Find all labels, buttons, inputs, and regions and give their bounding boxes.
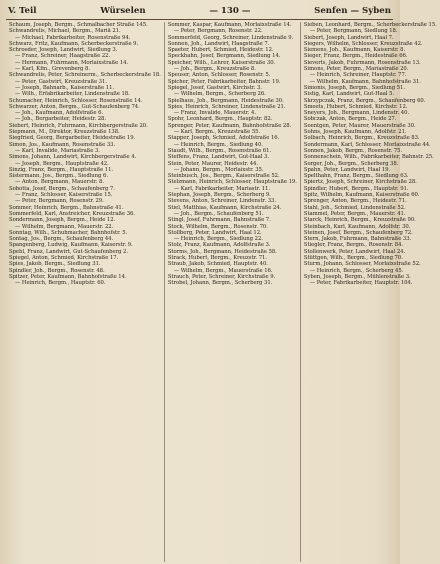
directory-entry: Sieverts, Jakob, Fuhrmann, Rosenstraße 13.	[303, 59, 421, 66]
directory-entry: Spindler, Joh., Bergm., Rosenstr. 48.	[9, 267, 105, 274]
directory-entry: — Wilhelm, Bergmann, Mauerstr. 22.	[15, 223, 114, 230]
directory-entry: Simon, Jos., Kaufmann, Rosenstraße 33.	[9, 141, 116, 148]
name-range: Senfen — Syben	[314, 6, 391, 16]
directory-entry: — Joh., Kaufmann, Adolfstraße 6.	[15, 110, 104, 117]
directory-entry: — Peter, Fabrikarbeiter, Hauptstr. 104.	[309, 280, 413, 287]
directory-entry: Spangenberg, Ludwig, Kaufmann, Kaiserstr. 9.	[9, 242, 133, 249]
directory-entry: Stiel, Matthias, Kaufmann, Kirchstraße 24.	[167, 204, 282, 211]
directory-entry: — Franz, Schlosser, Kaiserstraße 15.	[15, 192, 113, 199]
directory-entry: — Wilhelm, Kaufmann, Bahnhofstraße 31.	[309, 78, 421, 85]
directory-entry: Skrzypczak, Franz, Bergm., Schaufenberg 60.	[303, 97, 426, 104]
directory-entry: Stock, Wilhelm, Bergm., Rosenstr. 70.	[167, 223, 268, 230]
directory-entry: Siemens, Joh., Kaufmann, Kaiserstr. 8.	[303, 47, 406, 54]
directory-entry: Stein, Peter, Maurer, Heidestr. 44.	[167, 160, 259, 167]
directory-entry: — Joh., Bergm., Kreuzstraße 8.	[173, 66, 256, 73]
directory-entry: — Hermann, Fuhrmann, Morlaixstraße 14.	[15, 59, 129, 66]
directory-entry: — Heinrich, Bergm., Siedlung 22.	[173, 236, 263, 243]
directory-entry: Sonntag, Wilh., Schuhmacher, Bahnhofstr. 5.	[9, 229, 128, 236]
directory-entry: Siepmann, M., Direktor, Kreuzstraße 138.	[9, 129, 120, 136]
directory-entry: Siegers, Wilhelm, Schlosser, Kreuzstraße 42.	[303, 40, 423, 47]
directory-entry: Straub, Jakob, Schmied, Hauptstr. 40.	[167, 261, 268, 268]
directory-entry: Sinzig, Franz, Bergm., Hauptstraße 11.	[9, 166, 114, 173]
entry-columns	[6, 22, 437, 562]
directory-entry: Sommerfeld, Georg, Schreiner, Lindenstraße 9.	[167, 34, 294, 41]
directory-entry: Spielhaus, Joh., Bergmann, Heidestraße 30.	[167, 97, 284, 104]
directory-entry: Spicher, Peter, Fabrikarbeiter, Bahnstr. 19.	[167, 78, 281, 85]
directory-entry: Sondermann, Karl, Schlosser, Morlaixstraße 44.	[303, 141, 431, 148]
directory-entry: Siebert, Joseph, Landwirt, Haal 7.	[303, 34, 394, 41]
directory-entry: — Franz, Invalide, Mauerstr. 4.	[173, 110, 256, 117]
directory-entry: Sturm, Johann, Schlosser, Morlaixstraße 52.	[303, 261, 421, 268]
directory-entry: — Heinrich, Bergm., Scherberg 45.	[309, 267, 404, 274]
directory-entry: Siegfried, Georg, Bergarbeiter, Heidestraße 19.	[9, 135, 136, 142]
directory-entry: Steffens, Franz, Landwirt, Gut-Haal 3.	[167, 154, 269, 161]
directory-entry: Simons, Johann, Landwirt, Kirchbergerstraße 4.	[9, 154, 137, 161]
directory-entry: Schumacher, Heinrich, Schlosser, Rosenstraße 14.	[9, 97, 143, 104]
directory-entry: Schwarz, Fritz, Kaufmann, Scherbeckerstraße 9.	[9, 40, 139, 47]
directory-entry: Stevens, Anton, Schreiner, Lindenstr. 33.	[167, 198, 276, 205]
directory-entry: Stüttgen, Wilh., Bergm., Siedlung 70.	[303, 254, 403, 261]
directory-entry: — Heinrich, Schreiner, Hauptstr. 77.	[309, 72, 407, 79]
directory-entry: Spohr, Leonhard, Bergm., Hauptstr. 82.	[167, 116, 273, 123]
directory-entry: Stingl, Josef, Fuhrmann, Bahnstraße 7.	[167, 217, 271, 224]
column-2	[164, 22, 300, 562]
directory-entry: — Heinrich, Bergm., Siedlung 40.	[173, 141, 263, 148]
directory-entry: Spiegel, Josef, Gastwirt, Kirchstr. 3.	[167, 84, 262, 91]
directory-entry: Sprenger, Peter, Kaufmann, Bahnhofstraße 28.	[167, 122, 292, 129]
directory-entry: — Peter, Bergmann, Rosenstr. 22.	[173, 28, 263, 35]
directory-entry: Strauch, Peter, Schreiner, Kirchstraße 9.	[167, 273, 276, 280]
directory-entry: Simonis, Joseph, Bergm., Siedlung 51.	[303, 84, 405, 91]
directory-entry: Spitz, Wilhelm, Kaufmann, Kaiserstraße 60.	[303, 192, 420, 199]
town-title: Würselen	[100, 6, 146, 16]
directory-entry: Stolz, Franz, Kaufmann, Adolfstraße 3.	[167, 242, 271, 249]
directory-entry: — Wilh., Erfabrikarbeiter, Lindenstraße 18.	[15, 91, 130, 98]
directory-entry: Speicher, Wilh., Lehrer, Kaiserstraße 30.	[167, 59, 276, 66]
directory-entry: — Wilhelm, Bergm., Scherberg 26.	[173, 91, 266, 98]
directory-entry: — Joseph, Bergm., Hauptstraße 42.	[15, 160, 109, 167]
directory-entry: Sistermann, Jos., Bergm., Siedlung 6.	[9, 173, 108, 180]
directory-entry: Stollberg, Peter, Landwirt, Haal 12.	[167, 229, 262, 236]
directory-entry: Stiegler, Franz, Bergm., Rosenstr. 84.	[303, 242, 404, 249]
directory-entry: Stollenwerk, Peter, Landwirt, Haal 24.	[303, 248, 406, 255]
directory-entry: Sneyers, Joh., Bergmann, Lindenstr. 40.	[303, 110, 410, 117]
directory-entry: — Karl, Kfm., Grevenberg 8.	[15, 66, 90, 73]
directory-entry: Speuser, Anton, Schlosser, Rosenstr. 5.	[167, 72, 271, 79]
directory-entry: Storms, Joh., Bergmann, Heidestraße 58.	[167, 248, 277, 255]
directory-entry: — Karl, Bergm., Kreuzstraße 55.	[173, 129, 261, 136]
directory-entry: Solbach, Heinrich, Bergm., Kreuzstraße 83.	[303, 135, 420, 142]
directory-entry: Spies, Jakob, Bergm., Siedlung 31.	[9, 261, 101, 268]
directory-entry: Sonnen, Joh., Landwirt, Haagstraße 7.	[167, 40, 270, 47]
directory-entry: — Joh., Bergarbeiter, Heidestr. 28.	[15, 116, 107, 123]
directory-entry: Sohns, Joseph, Kaufmann, Adolfstr. 21.	[303, 129, 407, 136]
directory-entry: Sommer, Heinrich, Bergm., Bahnstraße 41.	[9, 204, 124, 211]
directory-entry: Stapper, Joseph, Schmied, Adolfstraße 16.	[167, 135, 280, 142]
directory-entry: — Michael, Fabrikarbeiter, Rosenstraße 94.	[15, 34, 131, 41]
directory-entry: — Anton, Bergmann, Mauerstr. 8.	[15, 179, 104, 186]
directory-entry: — Joh., Bergm., Schaufenberg 51.	[173, 210, 264, 217]
directory-entry: — Johann, Bergm., Morlaixstr. 35.	[173, 166, 264, 173]
directory-entry: Sontag, Jos., Bergm., Schaufenberg 44.	[9, 236, 114, 243]
directory-entry: Schaum, Joseph, Bergm., Schmalbacher Straße 145.	[9, 22, 148, 28]
directory-entry: Spehl, Franz, Landwirt, Gut-Schaufenberg 2.	[9, 248, 128, 255]
directory-entry: Spitzer, Peter, Kaufmann, Bahnhofstraße 14.	[9, 273, 127, 280]
directory-entry: Spaeter, Hubert, Schmied, Heidestr. 12.	[167, 47, 274, 54]
directory-entry: Staudt, Wilh., Bergm., Rosenstraße 61.	[167, 147, 272, 154]
directory-entry: Stahl, Joh., Schmied, Lindenstraße 52.	[303, 204, 406, 211]
directory-entry: Speckhahn, Josef, Bergmann, Siedlung 14.	[167, 53, 281, 60]
directory-entry: Stern, Jakob, Fuhrmann, Bahnstraße 33.	[303, 236, 412, 243]
directory-entry: Schroeder, Joseph, Landwirt, Siedlung 3.	[9, 47, 118, 54]
page-header	[6, 6, 393, 20]
directory-entry: Sobczak, Anton, Bergm., Heide 27.	[303, 116, 397, 123]
directory-entry: Spahn, Peter, Landwirt, Haal 19.	[303, 166, 391, 173]
column-1	[6, 22, 164, 562]
directory-entry: — Franz, Schreiner, Haagstraße 22.	[15, 53, 111, 60]
directory-entry: Schwarzer, Anton, Bergm., Gut-Schaufenberg 74.	[9, 103, 140, 110]
directory-entry: Steinbusch, Jos., Bergm., Kaiserstraße 52.	[167, 173, 280, 180]
directory-entry: — Peter, Gastwirt, Kreuzstraße 31.	[15, 78, 107, 85]
directory-entry: Strack, Hubert, Bergm., Kreuzstr. 71.	[167, 254, 267, 261]
directory-entry: Sprenger, Anton, Bergm., Heidestr. 71.	[303, 198, 407, 205]
directory-entry: Sommer, Kaspar, Kaufmann, Morlaixstraße 14.	[167, 22, 292, 28]
directory-entry: Sieger, Franz, Bergm., Heidestraße 66.	[303, 53, 408, 60]
directory-entry: — Peter, Bergmann, Rosenstr. 29.	[15, 198, 104, 205]
directory-entry: Sondermann, Joseph, Bergm., Heide 12.	[9, 217, 116, 224]
directory-entry: Sobotta, Josef, Bergm., Schaufenberg 7.	[9, 185, 115, 192]
directory-entry: Sommerfeld, Karl, Anstreicher, Kreuzstraße 36.	[9, 210, 135, 217]
directory-entry: Spelthahn, Franz, Bergm., Siedlung 63.	[303, 173, 409, 180]
directory-entry: Steinbach, Karl, Kaufmann, Adolfstr. 30.	[303, 223, 411, 230]
directory-entry: Spindler, Hubert, Bergm., Hauptstr. 91.	[303, 185, 409, 192]
directory-entry: Strobel, Johann, Bergm., Scherberg 31.	[167, 280, 273, 287]
directory-entry: Stephan, Joseph, Bergm., Scherberg 9.	[167, 192, 271, 199]
directory-entry: Stammel, Peter, Bergm., Mauerstr. 41.	[303, 210, 406, 217]
directory-entry: Sorger, Joh., Bergm., Scherberg 38.	[303, 160, 399, 167]
directory-entry: — Joseph, Bahnarb., Kaiserstraße 11.	[15, 84, 115, 91]
directory-entry: Spies, Heinrich, Schreiner, Lindenstraße 21.	[167, 103, 286, 110]
directory-entry: Sonnenschein, Wilh., Fabrikarbeiter, Bahnstr. 25.	[303, 154, 434, 161]
section-label: V. Teil	[8, 6, 37, 16]
directory-entry: Spiertz, Joseph, Schreiner, Kirchstraße 28.	[303, 179, 417, 186]
directory-entry: — Peter, Bergmann, Siedlung 18.	[309, 28, 398, 35]
directory-entry: Starck, Heinrich, Bergm., Kreuzstraße 90.	[303, 217, 416, 224]
directory-entry: Simons, Peter, Bergm., Mariastraße 20.	[303, 66, 409, 73]
directory-entry: Steinen, Josef, Bergm., Schaufenberg 72.	[303, 229, 413, 236]
directory-entry: Sistig, Karl, Landwirt, Gut-Haal 5.	[303, 91, 395, 98]
directory-entry: Siebert, Heinrich, Fuhrmann, Kirchbergerstraße 20.	[9, 122, 148, 129]
directory-entry: Sieben, Leonhard, Bergm., Scherbeckerstraße 15.	[303, 22, 437, 28]
directory-entry: Syben, Joseph, Bergm., Mühlenstraße 3.	[303, 273, 411, 280]
directory-entry: — Wilhelm, Bergm., Mauerstraße 16.	[173, 267, 273, 274]
directory-entry: — Karl, Fabrikarbeiter, Mariastr. 11.	[173, 185, 270, 192]
directory-entry: Soentgen, Peter, Maurer, Mauerstraße 30.	[303, 122, 416, 129]
directory-entry: Stelzmann, Heinrich, Schlosser, Hauptstraße 19.	[167, 179, 297, 186]
directory-entry: Sonnen, Jakob, Bergm., Rosenstr. 75.	[303, 147, 403, 154]
directory-entry: Schwandrelis, Peter, Schreinerm., Scherbeckerstraße 18.	[9, 72, 161, 79]
directory-entry: Schwandrelis, Michael, Bergm., Mariä 21.	[9, 28, 121, 35]
directory-entry: — Karl, Invalide, Mariastraße 3.	[15, 147, 100, 154]
column-3	[300, 22, 440, 562]
directory-entry: Spiegel, Anton, Schmied, Kirchstraße 17.	[9, 254, 119, 261]
directory-entry: — Heinrich, Bergm., Hauptstr. 60.	[15, 280, 106, 287]
page-number: — 130 —	[209, 6, 251, 16]
directory-entry: Smeets, Hubert, Schmied, Kirchstr. 12.	[303, 103, 408, 110]
